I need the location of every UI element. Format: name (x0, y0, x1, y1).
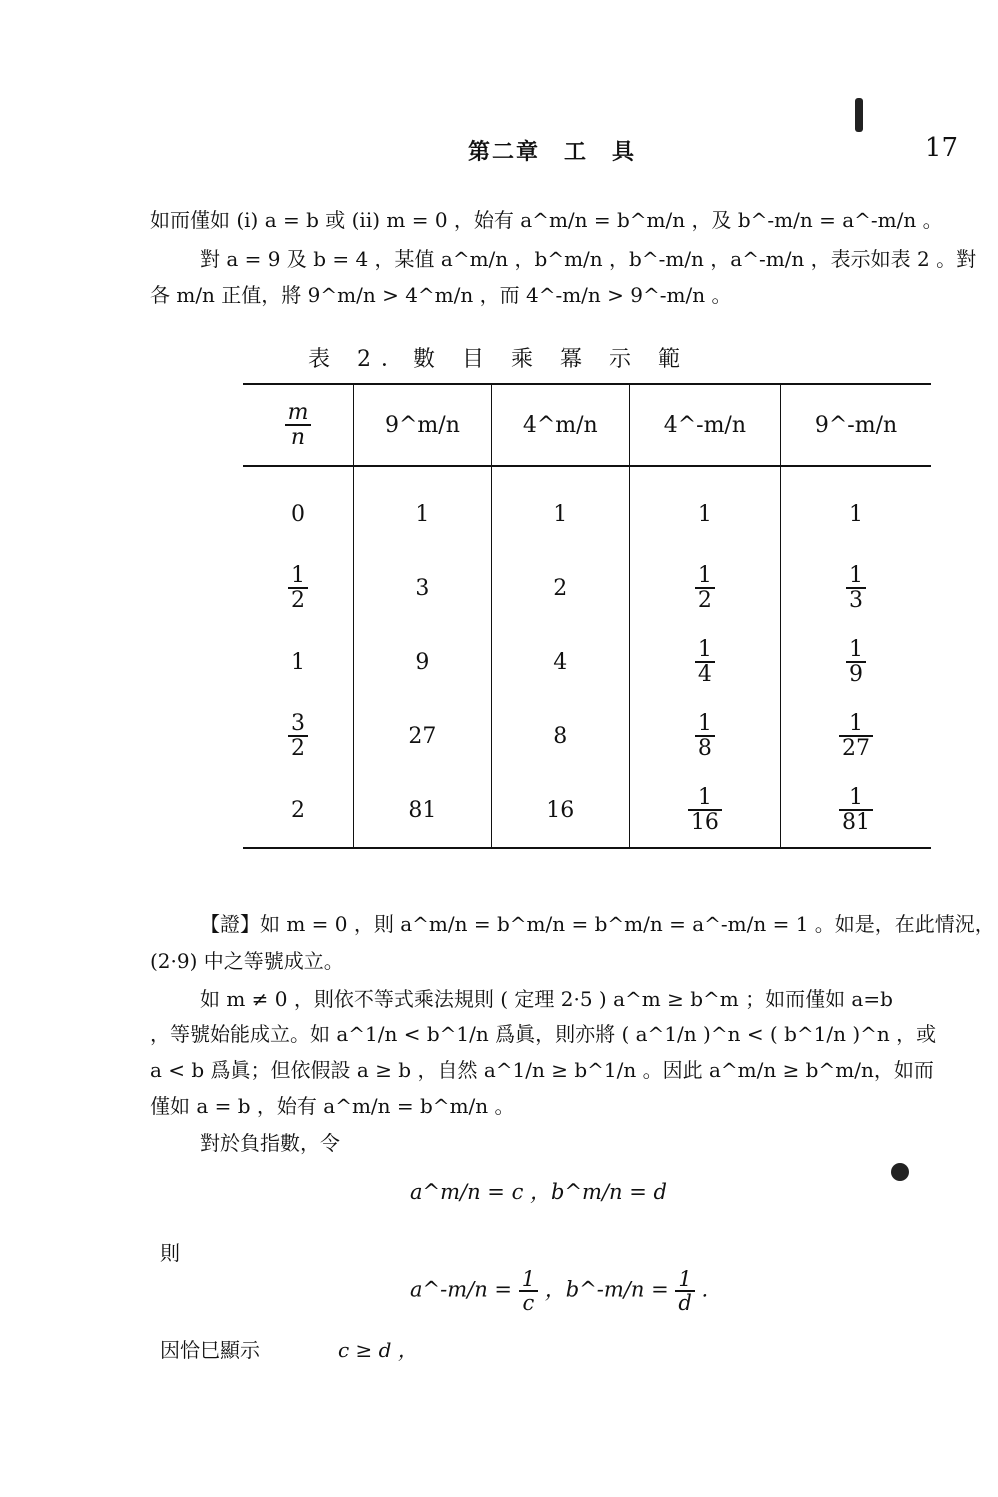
cell-a: 81 (354, 773, 492, 848)
fraction (846, 564, 866, 612)
cell-mn: 0 (291, 501, 305, 527)
cell-c (629, 773, 780, 848)
fraction-num: 1 (695, 564, 715, 589)
header-9-negpow: 9^-m/n (781, 384, 931, 466)
header-n: n (290, 425, 306, 450)
eq2-mid: ，b^-m/n = (544, 1277, 669, 1302)
cell-d (781, 551, 931, 625)
fraction-num: 1 (839, 712, 873, 737)
last-line-expr: c ≥ d ， (338, 1338, 418, 1362)
fraction (688, 786, 722, 834)
fraction-den: 2 (291, 588, 305, 613)
fraction-num: 1 (846, 564, 866, 589)
table-header-row (243, 384, 931, 466)
fraction-den: 9 (849, 662, 864, 687)
eq2-end: . (701, 1277, 709, 1302)
cell-d (781, 773, 931, 848)
para1-line3: 各 m/n 正值，將 9^m/n > 4^m/n ，而 4^-m/n > 9^-m/n 。 (150, 283, 732, 307)
fraction-den: 4 (697, 662, 712, 687)
cell-c (629, 699, 780, 773)
equation-2 (410, 1268, 708, 1314)
cell-a: 9 (354, 625, 492, 699)
fraction-den: 16 (690, 810, 719, 835)
para1-line2: 對 a = 9 及 b = 4 ，某值 a^m/n ，b^m/n ，b^-m/n ，a^-m/n ，表示如表 2 。對 (200, 247, 977, 271)
fraction-den: 2 (291, 736, 305, 761)
header-4-negpow: 4^-m/n (629, 384, 780, 466)
last-line-label: 因恰巳顯示 (160, 1338, 260, 1362)
header-4-pow: 4^m/n (491, 384, 629, 466)
proof-line5: a < b 爲眞；但依假設 a ≥ b ，自然 a^1/n ≥ b^1/n 。因此 a^m/n ≥ b^m/n，如而 (150, 1058, 934, 1082)
fraction (695, 638, 715, 686)
fraction (695, 712, 715, 760)
mn-fraction (285, 401, 312, 449)
fraction-den: c (522, 1291, 535, 1316)
cell-b: 4 (491, 625, 629, 699)
cell-c: 1 (629, 466, 780, 551)
cell-c (629, 625, 780, 699)
then-label: 則 (160, 1241, 180, 1265)
cell-b: 16 (491, 773, 629, 848)
fraction-num: 1 (695, 712, 715, 737)
running-header: 第二章 工 具 (468, 139, 637, 165)
eq2-left: a^-m/n = (410, 1277, 512, 1302)
fraction-num: 1 (288, 564, 308, 589)
table-row (243, 699, 931, 773)
fraction-num: 1 (675, 1268, 694, 1292)
fraction-den: 8 (697, 736, 712, 761)
header-m: m (285, 401, 312, 426)
fraction (695, 564, 715, 612)
fraction (846, 638, 866, 686)
proof-line4: ，等號始能成立。如 a^1/n < b^1/n 爲眞，則亦將 ( a^1/n )^n < ( b^1/n )^n ，或 (150, 1022, 937, 1046)
fraction-den: 2 (697, 588, 712, 613)
header-9-pow: 9^m/n (354, 384, 492, 466)
table-row (243, 625, 931, 699)
fraction-den: 81 (842, 810, 871, 835)
fraction (839, 712, 873, 760)
fraction-den: d (678, 1291, 692, 1316)
cell-mn: 1 (291, 649, 305, 675)
cell-b: 8 (491, 699, 629, 773)
equation-1: a^m/n = c ，b^m/n = d (410, 1180, 667, 1204)
cell-d: 1 (781, 466, 931, 551)
fraction (288, 712, 308, 760)
fraction (288, 564, 308, 612)
table-row (243, 551, 931, 625)
fraction-den: 27 (842, 736, 871, 761)
cell-mn: 2 (243, 773, 354, 848)
table-caption: 表 2．數 目 乘 冪 示 範 (308, 347, 690, 372)
eq2-fraction-c (519, 1268, 538, 1314)
cell-a: 1 (354, 466, 492, 551)
proof-line1: 【證】如 m = 0 ，則 a^m/n = b^m/n = b^m/n = a^-m/n = 1 。如是，在此情況， (200, 912, 995, 936)
fraction-den: 3 (849, 588, 864, 613)
cell-b: 2 (491, 551, 629, 625)
fraction-num: 1 (695, 638, 715, 663)
cell-d (781, 625, 931, 699)
cell-mn (243, 551, 354, 625)
cell-c (629, 551, 780, 625)
fraction-num: 1 (519, 1268, 538, 1292)
cell-b: 1 (491, 466, 629, 551)
proof-line6: 僅如 a = b ，始有 a^m/n = b^m/n 。 (150, 1094, 515, 1118)
ink-mark (855, 98, 863, 132)
fraction-num: 1 (688, 786, 722, 811)
cell-a: 27 (354, 699, 492, 773)
header-m-over-n (243, 384, 354, 466)
fraction (839, 786, 873, 834)
powers-table (243, 383, 931, 849)
table-row (243, 466, 931, 551)
fraction-num: 3 (288, 712, 308, 737)
eq2-fraction-d (675, 1268, 694, 1314)
cell-d (781, 699, 931, 773)
ink-blot (891, 1163, 909, 1181)
proof-line7: 對於負指數，令 (200, 1131, 340, 1155)
fraction-num: 1 (839, 786, 873, 811)
table-row (243, 773, 931, 848)
cell-mn (243, 699, 354, 773)
page-number: 17 (924, 133, 958, 163)
para1-line1: 如而僅如 (i) a = b 或 (ii) m = 0 ，始有 a^m/n = b^m/n ，及 b^-m/n = a^-m/n 。 (150, 208, 943, 232)
proof-line2: (2·9) 中之等號成立。 (150, 949, 344, 973)
proof-line3: 如 m ≠ 0 ，則依不等式乘法規則 ( 定理 2·5 ) a^m ≥ b^m ；如而僅如 a=b (200, 987, 893, 1011)
cell-a: 3 (354, 551, 492, 625)
fraction-num: 1 (846, 638, 866, 663)
